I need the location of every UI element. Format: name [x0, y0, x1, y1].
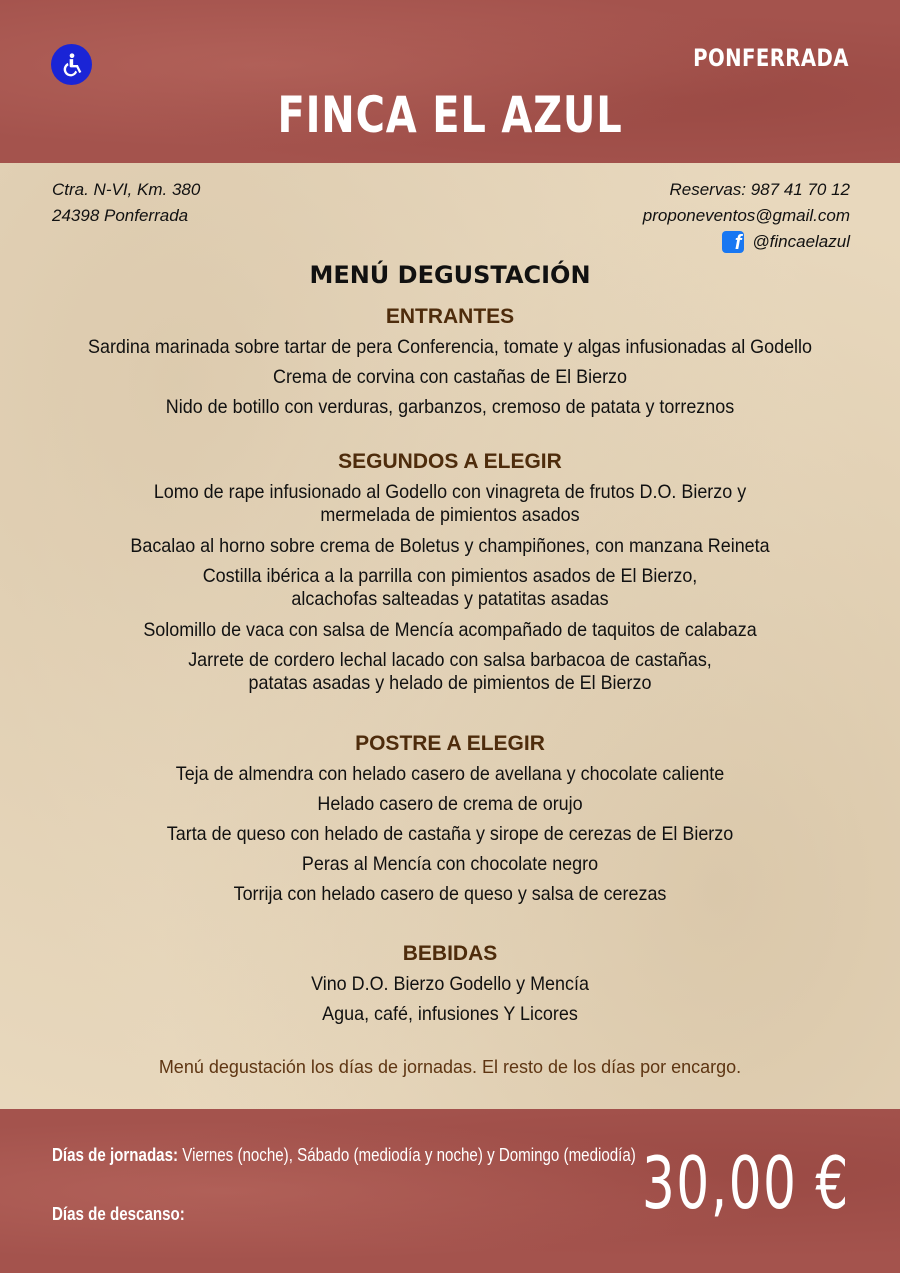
jornadas-value: Viernes (noche), Sábado (mediodía y noche) y Domingo (mediodía) — [182, 1145, 636, 1165]
menu-item: Helado casero de crema de orujo — [317, 793, 583, 815]
contact-block — [643, 177, 850, 255]
jornadas-label: Días de jornadas: — [52, 1145, 179, 1165]
menu-item: Vino D.O. Bierzo Godello y Mencía — [311, 973, 589, 995]
menu-item: Teja de almendra con helado casero de avellana y chocolate caliente — [175, 763, 725, 785]
menu-item: Crema de corvina con castañas de El Bierzo — [273, 366, 627, 388]
menu-item: Torrija con helado casero de queso y salsa de cerezas — [233, 883, 667, 905]
menu-availability-note: Menú degustación los días de jornadas. El resto de los días por encargo. — [158, 1057, 742, 1077]
menu-item: Nido de botillo con verduras, garbanzos, cremoso de patata y torreznos — [165, 396, 735, 418]
menu-item: Costilla ibérica a la parrilla con pimientos asados de El Bierzo, — [202, 565, 698, 587]
menu-item-group — [0, 477, 900, 531]
menu-item: Tarta de queso con helado de castaña y sirope de cerezas de El Bierzo — [166, 823, 734, 845]
address-block — [52, 177, 200, 229]
facebook-link[interactable] — [643, 229, 850, 255]
contact-email[interactable]: proponeventos@gmail.com — [642, 206, 850, 225]
jornadas-line — [52, 1145, 636, 1166]
menu-item: Lomo de rape infusionado al Godello con vinagreta de frutos D.O. Bierzo y — [153, 481, 747, 503]
wheelchair-accessible-icon — [51, 44, 92, 85]
menu-item: Agua, café, infusiones Y Licores — [322, 1003, 578, 1025]
menu — [0, 258, 900, 1029]
footer-band — [0, 1109, 900, 1273]
menu-item: Jarrete de cordero lechal lacado con salsa barbacoa de castañas, — [188, 649, 712, 671]
facebook-handle: @fincaelazul — [752, 232, 850, 251]
menu-item-continuation: mermelada de pimientos asados — [320, 504, 580, 526]
menu-item-group — [0, 645, 900, 699]
section-title-postre: POSTRE A ELEGIR — [355, 732, 545, 755]
menu-item-continuation: alcachofas salteadas y patatitas asadas — [291, 588, 609, 610]
reservation-phone[interactable]: Reservas: 987 41 70 12 — [669, 180, 850, 199]
facebook-icon: f — [722, 231, 744, 253]
descanso-label: Días de descanso: — [52, 1204, 185, 1224]
address-line-2: 24398 Ponferrada — [52, 206, 189, 225]
section-title-bebidas: BEBIDAS — [402, 942, 498, 965]
city-label: PONFERRADA — [693, 44, 849, 72]
menu-title: MENÚ DEGUSTACIÓN — [309, 261, 591, 289]
menu-price: 30,00 € — [642, 1141, 850, 1225]
header-band — [0, 0, 900, 163]
section-title-entrantes: ENTRANTES — [385, 305, 515, 328]
restaurant-title: FINCA EL AZUL — [277, 86, 623, 144]
menu-item: Bacalao al horno sobre crema de Boletus y champiñones, con manzana Reineta — [130, 535, 770, 557]
menu-item-continuation: patatas asadas y helado de pimientos de El Bierzo — [248, 672, 652, 694]
section-title-segundos: SEGUNDOS A ELEGIR — [338, 450, 562, 473]
menu-item: Peras al Mencía con chocolate negro — [301, 853, 599, 875]
menu-item: Solomillo de vaca con salsa de Mencía acompañado de taquitos de calabaza — [143, 619, 757, 641]
menu-item: Sardina marinada sobre tartar de pera Conferencia, tomate y algas infusionadas al Godello — [87, 336, 813, 358]
address-line-1: Ctra. N-VI, Km. 380 — [52, 180, 201, 199]
wheelchair-glyph — [58, 51, 86, 79]
menu-item-group — [0, 561, 900, 615]
